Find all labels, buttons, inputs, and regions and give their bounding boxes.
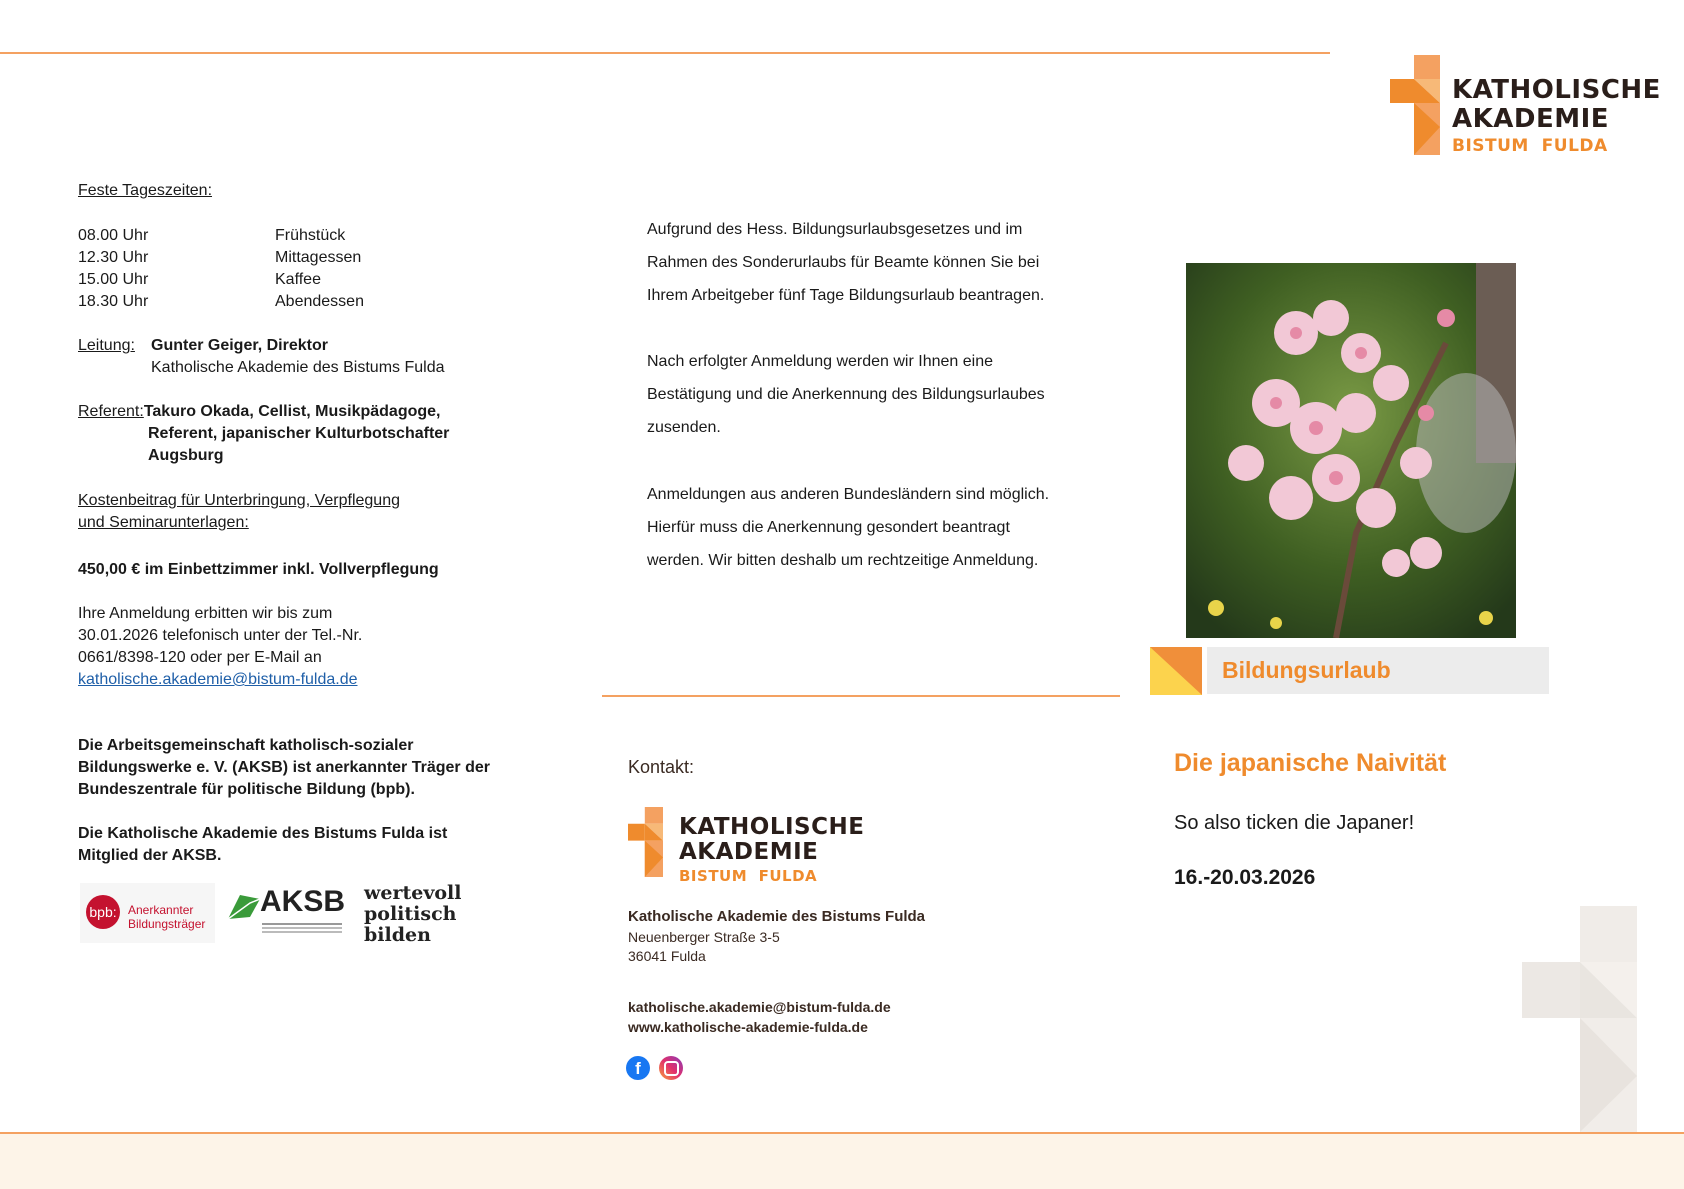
cherry-blossom-photo (1186, 263, 1516, 638)
contact-logo-line3: BISTUM FULDA (679, 867, 818, 885)
referent-line2: Referent, japanischer Kulturbotschafter (148, 425, 450, 442)
bpb-logo-icon (86, 895, 120, 929)
contact-heading: Kontakt: (628, 757, 695, 777)
aksb-badge (226, 885, 344, 940)
header-logo (1390, 55, 1661, 156)
schedule-row (78, 247, 364, 269)
info-line: Nach erfolgter Anmeldung werden wir Ihnen eine (647, 353, 993, 370)
instagram-icon[interactable] (659, 1056, 683, 1080)
schedule-row (78, 225, 364, 247)
contact-logo-line2: AKADEMIE (679, 839, 819, 865)
contact-logo-line1: KATHOLISCHE (679, 814, 865, 840)
logo-line2: AKADEMIE (1452, 104, 1610, 134)
schedule-time: 18.30 Uhr (78, 293, 149, 310)
referent-block (78, 401, 440, 423)
info-paragraph-1 (647, 213, 1044, 312)
bottom-band (0, 1134, 1684, 1189)
contact-logo (628, 798, 865, 888)
schedule-row (78, 269, 364, 291)
info-line: Bestätigung und die Anerkennung des Bildungsurlaubes (647, 386, 1045, 403)
cost-value: 450,00 € im Einbettzimmer inkl. Vollverpflegung (78, 561, 439, 578)
info-paragraph-3 (647, 478, 1049, 577)
aksb-line3: Bundeszentrale für politische Bildung (bpb). (78, 781, 415, 798)
contact-email-link[interactable]: katholische.akademie@bistum-fulda.de (628, 999, 891, 1015)
leitung-name: Gunter Geiger, Direktor (151, 337, 328, 354)
aksb-line2: Bildungswerke e. V. (AKSB) ist anerkannter Träger der (78, 759, 490, 776)
member-line2: Mitglied der AKSB. (78, 847, 222, 864)
info-line: Hierfür muss die Anerkennung gesondert beantragt (647, 519, 1010, 536)
logo-line1: KATHOLISCHE (1452, 75, 1661, 105)
contact-org: Katholische Akademie des Bistums Fulda (628, 908, 926, 925)
event-title: Die japanische Naivität (1174, 749, 1447, 777)
referent-line1: Takuro Okada, Cellist, Musikpädagoge, (143, 403, 441, 420)
cross-watermark-icon (1522, 906, 1637, 1132)
cost-heading-line1: Kostenbeitrag für Unterbringung, Verpflegung (78, 492, 400, 509)
contact-web-link[interactable]: www.katholische-akademie-fulda.de (628, 1019, 868, 1035)
wertevoll-badge (364, 883, 464, 945)
contact-city: 36041 Fulda (628, 948, 706, 964)
bpb-mark: bpb: (89, 904, 117, 920)
referent-label: Referent: (78, 403, 144, 420)
event-date: 16.-20.03.2026 (1174, 866, 1316, 889)
aksb-mark: AKSB (260, 885, 346, 918)
bpb-badge (80, 883, 215, 943)
leitung-org: Katholische Akademie des Bistums Fulda (151, 359, 445, 376)
info-line: werden. Wir bitten deshalb um rechtzeitige Anmeldung. (647, 552, 1039, 569)
schedule-list (78, 225, 364, 313)
cross-logo-icon (1390, 55, 1450, 155)
info-line: Anmeldungen aus anderen Bundesländern sind möglich. (647, 486, 1050, 503)
member-line1: Die Katholische Akademie des Bistums Fulda ist (78, 825, 448, 842)
referent-line3: Augsburg (148, 447, 224, 464)
schedule-time: 15.00 Uhr (78, 271, 149, 288)
info-paragraph-2 (647, 345, 1045, 444)
cost-heading-line2: und Seminarunterlagen: (78, 514, 249, 531)
registration-line3: 0661/8398-120 oder per E-Mail an (78, 649, 322, 666)
schedule-time: 12.30 Uhr (78, 249, 149, 266)
aksb-line1: Die Arbeitsgemeinschaft katholisch-sozialer (78, 737, 414, 754)
wertevoll-line3: bilden (364, 924, 431, 946)
top-divider (0, 52, 1330, 54)
aksb-fineprint (262, 923, 342, 925)
event-subtitle: So also ticken die Japaner! (1174, 812, 1415, 834)
registration-line2: 30.01.2026 telefonisch unter der Tel.-Nr. (78, 627, 363, 644)
banner-triangle-icon (1150, 647, 1202, 695)
bpb-line2: Bildungsträger (128, 917, 206, 931)
info-line: Rahmen des Sonderurlaubs für Beamte können Sie bei (647, 254, 1040, 271)
schedule-time: 08.00 Uhr (78, 227, 149, 244)
wertevoll-line1: wertevoll (364, 882, 462, 904)
aksb-leaf-icon (226, 891, 262, 923)
bpb-line1: Anerkannter (128, 903, 194, 917)
schedule-meal: Abendessen (275, 293, 364, 310)
schedule-row (78, 291, 364, 313)
schedule-meal: Frühstück (275, 227, 346, 244)
cross-logo-icon (628, 798, 670, 886)
leitung-block (78, 335, 328, 357)
schedule-heading: Feste Tageszeiten: (78, 182, 213, 199)
middle-divider (602, 695, 1120, 697)
facebook-icon[interactable]: f (626, 1056, 650, 1080)
info-line: Ihrem Arbeitgeber fünf Tage Bildungsurlaub beantragen. (647, 287, 1045, 304)
registration-line1: Ihre Anmeldung erbitten wir bis zum (78, 605, 333, 622)
logo-line3: BISTUM FULDA (1452, 136, 1608, 156)
contact-street: Neuenberger Straße 3-5 (628, 929, 780, 945)
schedule-meal: Kaffee (275, 271, 321, 288)
info-line: zusenden. (647, 419, 721, 436)
leitung-label: Leitung: (78, 337, 135, 354)
registration-email-link[interactable]: katholische.akademie@bistum-fulda.de (78, 671, 358, 688)
schedule-meal: Mittagessen (275, 249, 362, 266)
info-line: Aufgrund des Hess. Bildungsurlaubsgesetzes und im (647, 221, 1023, 238)
wertevoll-line2: politisch (364, 903, 457, 925)
banner-label: Bildungsurlaub (1222, 657, 1391, 683)
